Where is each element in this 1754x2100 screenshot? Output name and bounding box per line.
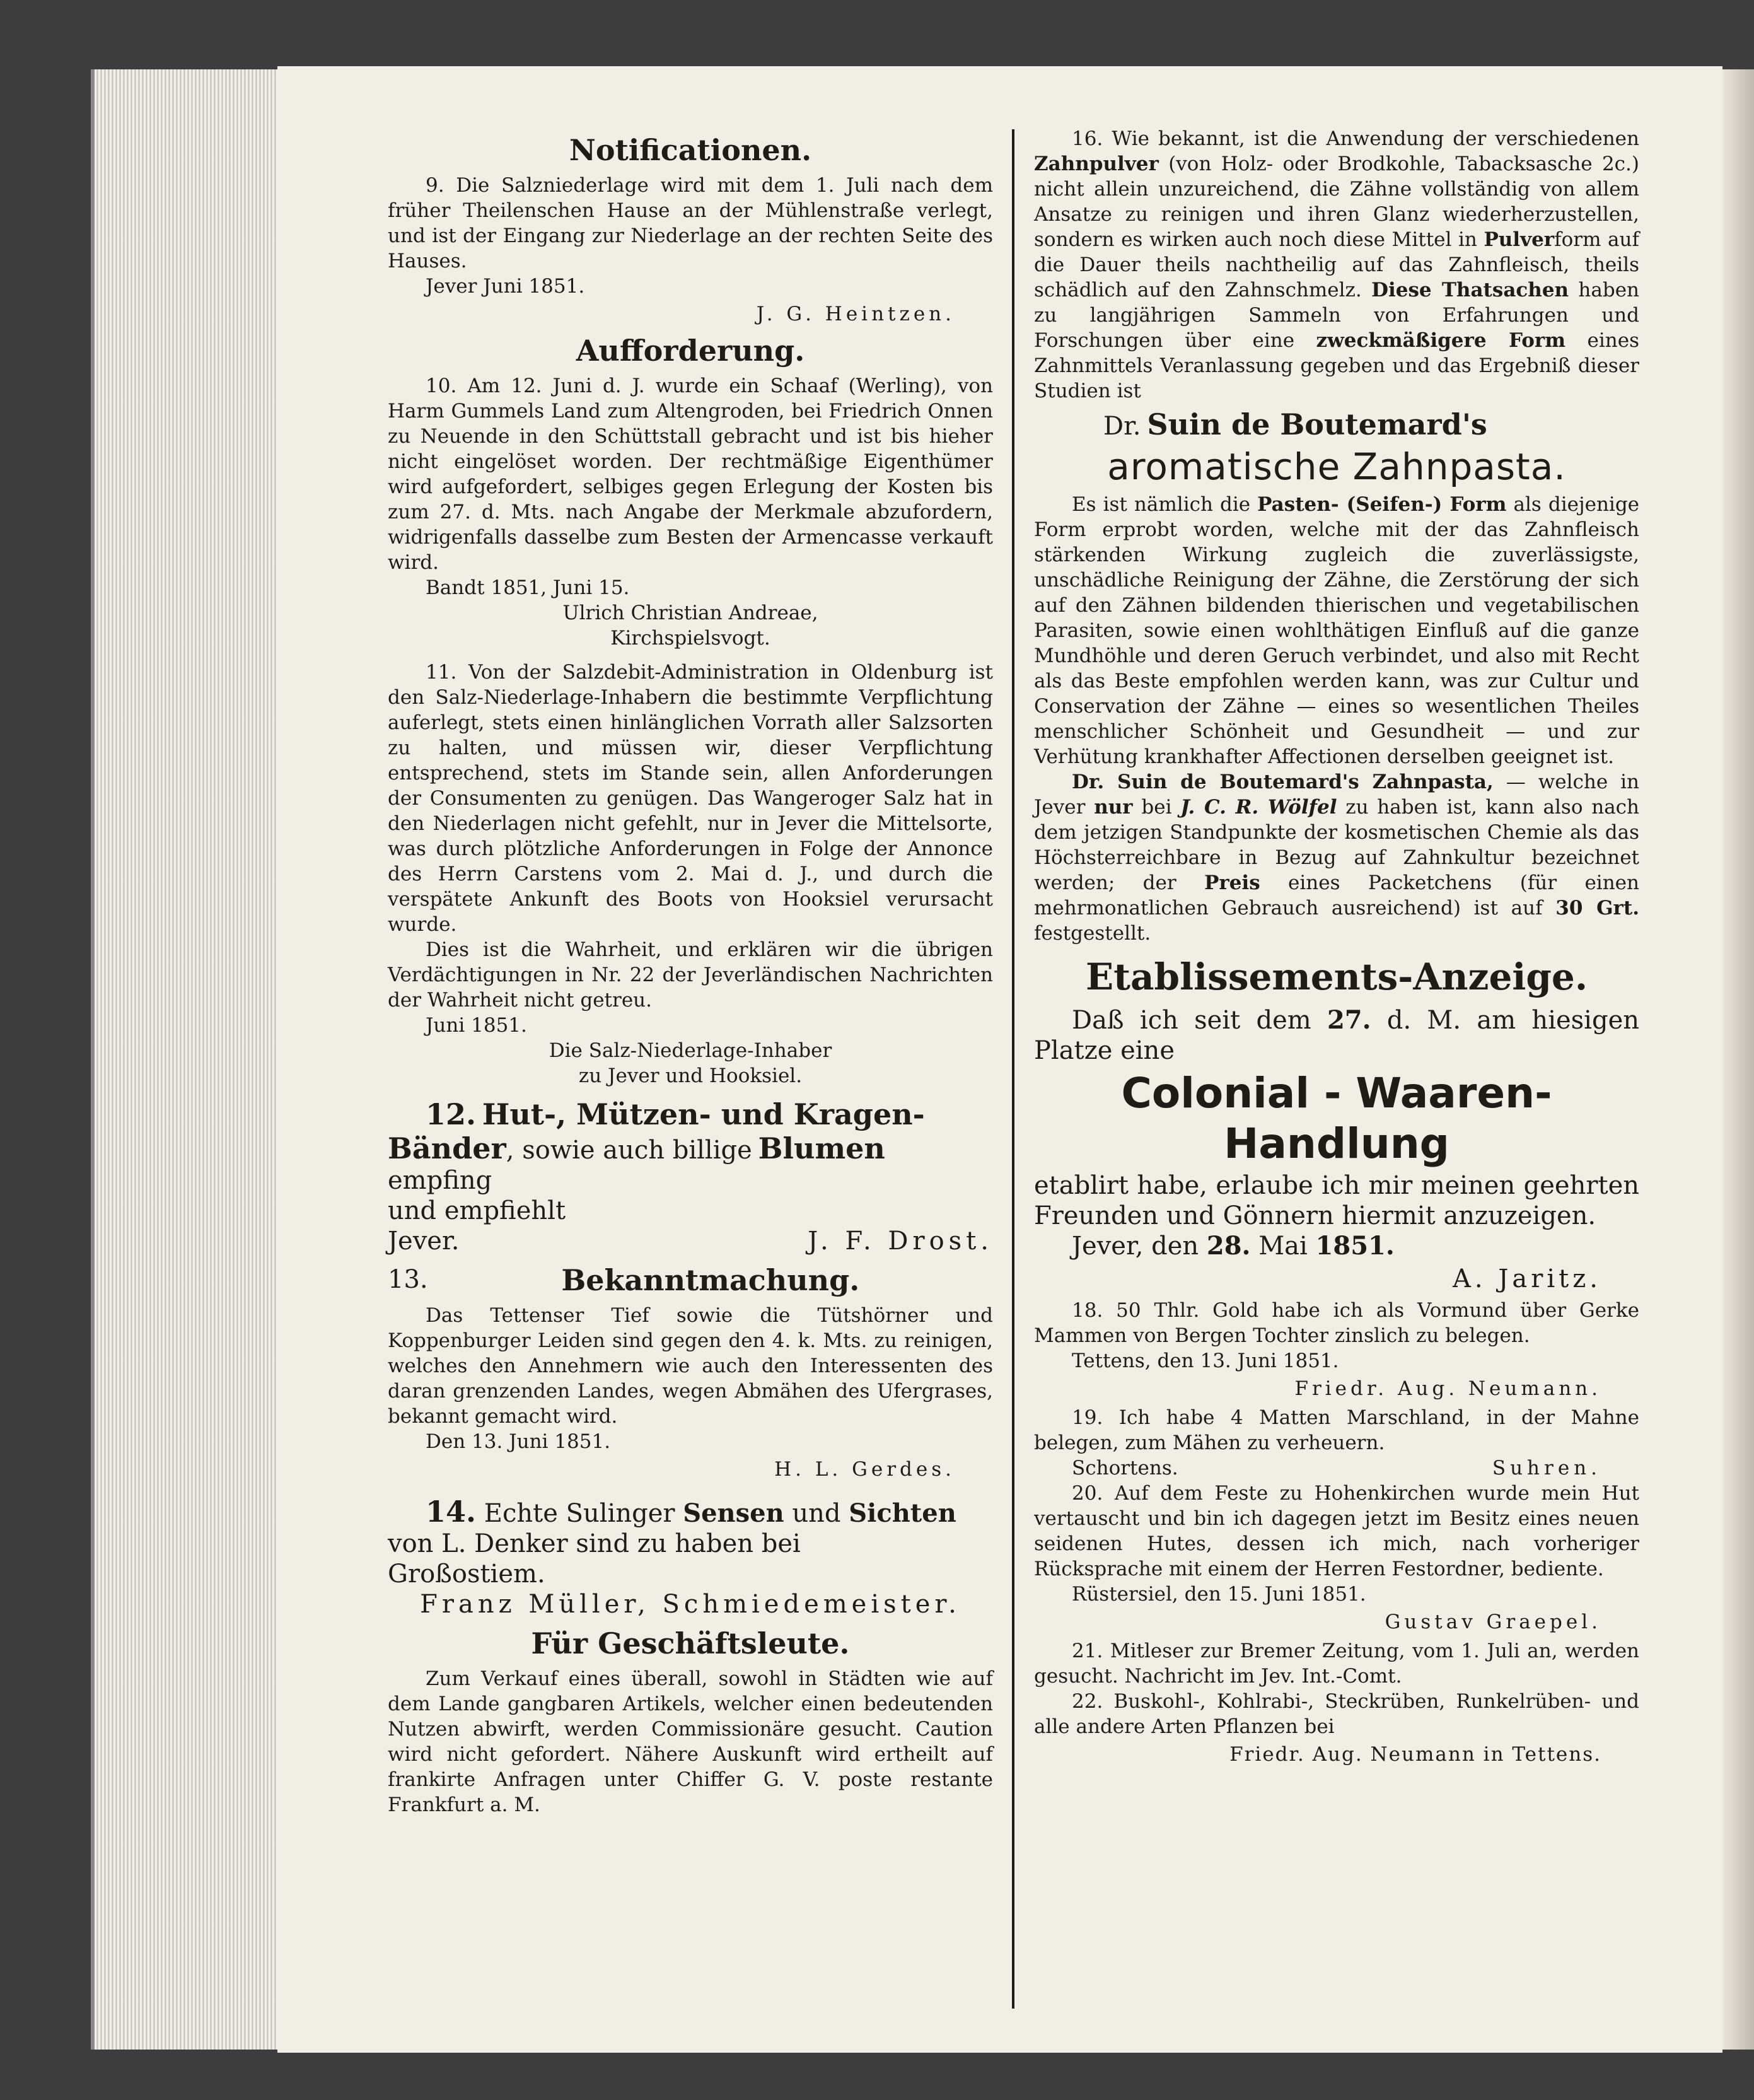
zahnpasta-offer-bei: bei: [1141, 796, 1172, 819]
notice-14-text-3: von L. Denker sind zu haben bei: [388, 1529, 801, 1558]
heading-aufforderung: Aufforderung.: [576, 334, 805, 368]
notice-12-baender: Bänder: [388, 1131, 506, 1165]
notice-12: [388, 1097, 993, 1226]
notice-9-signature: J. G. Heintzen.: [756, 303, 955, 325]
notice-9: 9. Die Salzniederlage wird mit dem 1. Juli nach dem früher Theilenschen Hause an der Mühlenstraße verlegt, und ist der Eingang zur Niederlage an der rechten Seite des Hauses.: [388, 174, 993, 272]
notice-13-signature: H. L. Gerdes.: [774, 1458, 955, 1481]
notice-16-text-5: eines Zahnmittels Veranlassung gegeben und das Ergebniß dieser Studien ist: [1034, 329, 1639, 402]
notice-14-text-4: Großostiem.: [388, 1560, 545, 1589]
notice-13: Das Tettenser Tief sowie die Tütshörner und Koppenburger Leiden sind gegen den 4. k. Mts. zu reinigen, welches den Annehmern wie auch den Interessenten des daran grenzenden Landes, wegen Abmähen des Ufergrases, bekannt gemacht wird.: [388, 1304, 993, 1428]
notice-20-signature: Gustav Graepel.: [1385, 1611, 1601, 1633]
notice-12-signature: J. F. Drost.: [808, 1227, 993, 1256]
notice-15: Zum Verkauf eines überall, sowohl in Städten wie auf dem Lande gangbaren Artikels, welcher einen bedeutenden Nutzen abwirft, werden Commissionäre gesucht. Caution wird nicht gefordert. Nähere Auskunft wird ertheilt auf frankirte Anfragen unter Chiffer G. V. poste restante Frankfurt a. M.: [388, 1667, 993, 1816]
notice-14-sensen: Sensen: [683, 1498, 784, 1528]
zahnpasta-brand-line: [1103, 407, 1639, 441]
notice-16-text-4: haben zu langjährigen Sammeln von Erfahrungen und Forschungen über eine: [1034, 279, 1640, 352]
notice-14-signature: Franz Müller, Schmiedemeister.: [420, 1590, 961, 1619]
notice-12-headline: Hut-, Mützen- und Kragen-: [482, 1097, 925, 1131]
heading-geschaeftsleute: Für Geschäftsleute.: [531, 1626, 850, 1660]
notice-18-signature: Friedr. Aug. Neumann.: [1294, 1377, 1601, 1400]
notice-12-text-1: , sowie auch billige: [506, 1136, 752, 1165]
etab-date-month: Mai: [1258, 1232, 1308, 1261]
notice-22-signature: Friedr. Aug. Neumann in Tettens.: [1229, 1743, 1601, 1766]
notice-14-sichten: Sichten: [849, 1498, 956, 1528]
notice-12-blumen: Blumen: [758, 1131, 885, 1165]
next-page-edge: [1722, 69, 1754, 2050]
etab-intro-2: d. M. am hiesigen Platze eine: [1034, 1006, 1640, 1065]
notice-12-footer: [388, 1226, 993, 1256]
notice-12-text-3: und empfiehlt: [388, 1196, 566, 1225]
notice-9-date: Jever Juni 1851.: [426, 275, 585, 298]
notice-16-text-1: 16. Wie bekannt, ist die Anwendung der verschiedenen: [1072, 127, 1639, 150]
notice-10-signature-name: Ulrich Christian Andreae,: [562, 602, 818, 624]
notice-11-date: Juni 1851.: [426, 1014, 527, 1037]
zahnpasta-title: aromatische Zahnpasta.: [1107, 445, 1566, 488]
etablissement-text: etablirt habe, erlaube ich mir meinen geehrten Freunden und Gönnern hiermit anzuzeigen.: [1034, 1171, 1639, 1230]
notice-16: [1034, 126, 1639, 404]
notice-11-signature-1: Die Salz-Niederlage-Inhaber: [549, 1039, 832, 1062]
notice-18-date: Tettens, den 13. Juni 1851.: [1072, 1350, 1339, 1372]
notice-16-thatsachen: Diese Thatsachen: [1371, 279, 1569, 301]
etablissement-intro: [1034, 1005, 1639, 1066]
notice-21: 21. Mitleser zur Bremer Zeitung, vom 1. Juli an, werden gesucht. Nachricht im Jev. Int.-Comt.: [1034, 1640, 1639, 1688]
etab-date-day: 28.: [1206, 1231, 1251, 1261]
notice-13-header: [388, 1256, 993, 1303]
zahnpasta-pastenform: Pasten- (Seifen-) Form: [1257, 493, 1507, 516]
column-rule: [1012, 129, 1014, 2009]
notice-19-footer: [1034, 1455, 1639, 1481]
notice-18: 18. 50 Thlr. Gold habe ich als Vormund über Gerke Mammen von Bergen Tochter zinslich zu belegen.: [1034, 1299, 1639, 1347]
zahnpasta-offer-price: 30 Grt.: [1555, 897, 1639, 919]
etablissement-date: [1072, 1231, 1639, 1261]
zahnpasta-offer-4: festgestellt.: [1034, 922, 1151, 945]
heading-bekanntmachung: Bekanntmachung.: [561, 1263, 860, 1297]
notice-14-text-2: und: [792, 1499, 841, 1528]
notice-16-pulver: Pulver: [1484, 228, 1555, 251]
notice-22: 22. Buskohl-, Kohlrabi-, Steckrüben, Runkelrüben- und alle andere Arten Pflanzen bei: [1034, 1690, 1639, 1738]
notice-19-signature: Suhren.: [1492, 1457, 1601, 1479]
zahnpasta-desc-2: als diejenige Form erprobt worden, welche mit der das Zahnfleisch stärkenden Wirkung zugleich die zuverlässigste, unschädliche Reinigung der Zähne, die Zerstörung der sich auf den Zähnen bildenden thierischen und vegetabilischen Parasiten, sowie einen wohlthätigen Einfluß auf die ganze Mundhöhle und deren Geruch verbindet, und also mit Recht als das Beste empfohlen werden kann, was zur Cultur und Conservation der Zähne — eines so wesentlichen Theiles menschlicher Schönheit und Gesundheit — und zur Verhütung krankhafter Affectionen derselben geeignet ist.: [1034, 493, 1640, 768]
notice-12-number: 12.: [426, 1097, 477, 1131]
etab-intro-date: 27.: [1327, 1005, 1371, 1035]
zahnpasta-offer-1: — welche in Jever: [1034, 771, 1640, 819]
zahnpasta-offer: [1034, 769, 1639, 946]
left-column: [388, 126, 993, 1817]
zahnpasta-offer-brand: Dr. Suin de Boutemard's Zahnpasta,: [1072, 771, 1494, 793]
notice-16-zahnpulver: Zahnpulver: [1034, 153, 1159, 175]
heading-etablissements: Etablissements-Anzeige.: [1085, 955, 1588, 998]
etab-date-year: 1851.: [1315, 1231, 1395, 1261]
notice-16-text-2: (von Holz- oder Brodkohle, Tabacksasche 2c.) nicht allein unzureichend, die Zähne vollständig von allem Ansatze zu reinigen und ihren Glanz wiederherzustellen, sondern es wirken auch noch diese Mittel in: [1034, 153, 1639, 251]
notice-11: 11. Von der Salzdebit-Administration in Oldenburg ist den Salz-Niederlage-Inhabern die bestimmte Verpflichtung auferlegt, stets einen hinlänglichen Vorrath aller Salzsorten zu halten, und müssen wir, dieser Verpflichtung entsprechend, stets im Stande sein, allen Anforderungen der Consumenten zu genügen. Das Wangeroger Salz hat in den Niederlagen nicht gefehlt, nur in Jever die Mittelsorte, was durch plötzliche Anforderungen in Folge der Annonce des Herrn Carstens vom 2. Mai d. J., und durch die verspätete Ankunft des Boots von Hooksiel verursacht wurde.: [388, 661, 993, 936]
zahnpasta-suin: Suin de Boutemard's: [1147, 407, 1487, 441]
zahnpasta-offer-2: zu haben ist, kann also nach dem jetzigen Standpunkte der kosmetischen Chemie als das Höchsterreichbare in Bezug auf Zahnkultur bezeichnet werden; der: [1034, 796, 1640, 894]
notice-16-zweckmaessigere: zweckmäßigere Form: [1316, 329, 1566, 352]
notice-13-number: 13.: [388, 1265, 428, 1294]
notice-10-date: Bandt 1851, Juni 15.: [426, 576, 630, 599]
zahnpasta-dr: Dr.: [1103, 412, 1141, 441]
notice-20: 20. Auf dem Feste zu Hohenkirchen wurde mein Hut vertauscht und bin ich dagegen jetzt im Besitz eines neuen seidenen Hutes, dessen ich mich, nach vorheriger Rücksprache mit einem der Herren Festordner, bediente.: [1034, 1482, 1639, 1580]
right-column: [1034, 126, 1639, 1771]
zahnpasta-description: [1034, 492, 1639, 769]
notice-14-text-1: Echte Sulinger: [484, 1499, 675, 1528]
zahnpasta-offer-3: eines Packetchens (für einen mehrmonatlichen Gebrauch ausreichend) ist auf: [1034, 872, 1639, 919]
notice-12-text-2: empfing: [388, 1166, 492, 1195]
zahnpasta-offer-nur: nur: [1094, 796, 1133, 819]
notice-10: 10. Am 12. Juni d. J. wurde ein Schaaf (Werling), von Harm Gummels Land zum Altengroden, bei Friedrich Onnen zu Neuende in den Schüttstall gebracht und ist bis hieher nicht eingelöset worden. Der rechtmäßige Eigenthümer wird aufgefordert, selbiges gegen Erlegung der Kosten bis zum 27. d. Mts. nach Angabe der Merkmale abzufordern, widrigenfalls dasselbe zum Besten der Armencasse verkauft wird.: [388, 375, 993, 574]
page-edges: [95, 69, 284, 2050]
notice-11-signature-2: zu Jever und Hooksiel.: [578, 1065, 803, 1087]
etab-date-1: Jever, den: [1072, 1232, 1199, 1261]
notice-20-date: Rüstersiel, den 15. Juni 1851.: [1072, 1583, 1366, 1606]
colonial-title-1: Colonial - Waaren-: [1121, 1069, 1552, 1117]
colonial-title-2: Handlung: [1224, 1119, 1449, 1168]
zahnpasta-offer-preis: Preis: [1204, 872, 1260, 894]
etab-intro-1: Daß ich seit dem: [1072, 1006, 1311, 1035]
zahnpasta-offer-vendor: J. C. R. Wölfel: [1180, 796, 1337, 819]
etablissement-signature: A. Jaritz.: [1453, 1264, 1601, 1293]
heading-notificationen: Notificationen.: [569, 133, 812, 167]
notice-19: 19. Ich habe 4 Matten Marschland, in der Mahne belegen, zum Mähen zu verheuern.: [1034, 1406, 1639, 1454]
notice-13-date: Den 13. Juni 1851.: [426, 1430, 611, 1453]
notice-16-text-3: form auf die Dauer theils nachtheilig auf das Zahnfleisch, theils schädlich auf den Zahnschmelz.: [1034, 228, 1639, 301]
notice-14: [388, 1495, 993, 1589]
notice-11-continued: Dies ist die Wahrheit, und erklären wir die übrigen Verdächtigungen in Nr. 22 der Jeverländischen Nachrichten der Wahrheit nicht getreu.: [388, 938, 993, 1012]
zahnpasta-desc-1: Es ist nämlich die: [1072, 493, 1251, 516]
notice-10-signature-title: Kirchspielsvogt.: [610, 627, 770, 650]
notice-19-place: Schortens.: [1072, 1457, 1178, 1479]
notice-14-number: 14.: [426, 1495, 477, 1529]
notice-12-place: Jever.: [388, 1227, 460, 1256]
